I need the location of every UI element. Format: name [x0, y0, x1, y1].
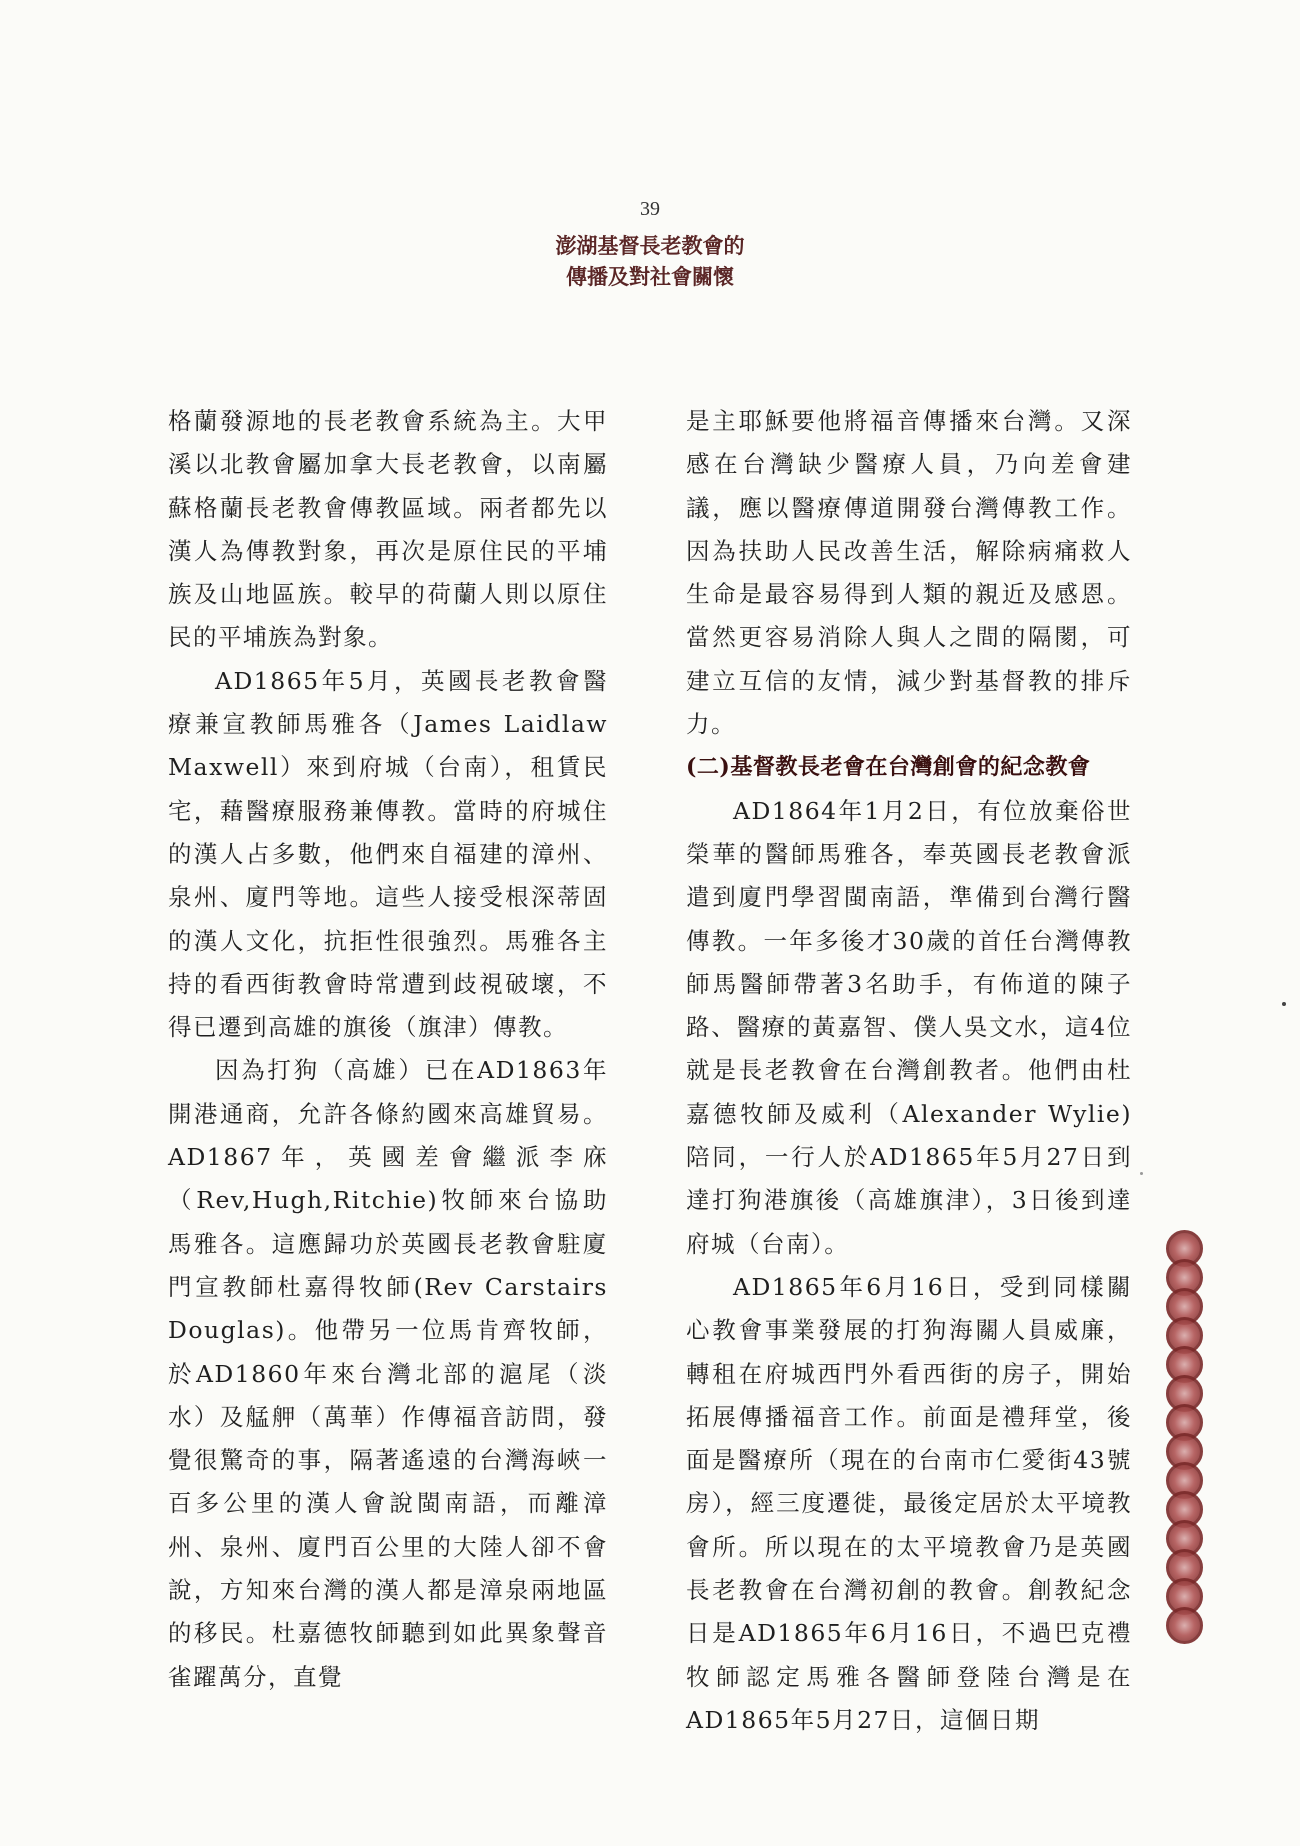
right-paragraph-1: AD1864年1月2日，有位放棄俗世榮華的醫師馬雅各，奉英國長老教會派遣到廈門學習閩南語，準備到台灣行醫傳教。一年多後才30歲的首任台灣傳教師馬醫師帶著3名助手，有佈道的陳子路、醫療的黃嘉智、僕人吳文水，這4位就是長老教會在台灣創教者。他們由杜嘉德牧師及威利（Alexander Wylie)陪同，一行人於AD1865年5月27日到達打狗港旗後（高雄旗津），3日後到達府城（台南）。 — [686, 796, 1132, 1258]
paper-speck — [1282, 1002, 1286, 1006]
book-title-line-1: 澎湖基督長老教會的 — [555, 234, 745, 258]
page-header — [0, 198, 1300, 293]
seal-stamp-icon — [1166, 1607, 1203, 1644]
book-title-line-2: 傳播及對社會關懷 — [566, 265, 734, 289]
left-paragraph-1: 格蘭發源地的長老教會系統為主。大甲溪以北教會屬加拿大長老教會，以南屬蘇格蘭長老教會傳教區域。兩者都先以漢人為傳教對象，再次是原住民的平埔族及山地區族。較早的荷蘭人則以原住民的平埔族為對象。 — [168, 407, 608, 652]
right-paragraph-intro: 是主耶穌要他將福音傳播來台灣。又深感在台灣缺少醫療人員，乃向差會建議，應以醫療傳道開發台灣傳教工作。因為扶助人民改善生活，解除病痛救人生命是最容易得到人類的親近及感恩。當然更容易消除人與人之間的隔閡，可建立互信的友情，減少對基督教的排斥力。 — [686, 407, 1132, 739]
left-paragraph-2: AD1865年5月，英國長老教會醫療兼宣教師馬雅各（James Laidlaw Maxwell）來到府城（台南），租賃民宅，藉醫療服務兼傳教。當時的府城住的漢人占多數，他們來自福建的漳州、泉州、廈門等地。這些人接受根深蒂固的漢人文化，抗拒性很強烈。馬雅各主持的看西街教會時常遭到歧視破壞，不得已遷到高雄的旗後（旗津）傳教。 — [168, 666, 608, 1042]
section-subheading: (二)基督教長老會在台灣創會的紀念教會 — [686, 754, 1091, 781]
page-number: 39 — [640, 198, 660, 220]
right-column — [686, 400, 1132, 1742]
right-paragraph-2: AD1865年6月16日，受到同樣關心教會事業發展的打狗海關人員威廉，轉租在府城西門外看西街的房子，開始拓展傳播福音工作。前面是禮拜堂，後面是醫療所（現在的台南市仁愛街43號房），經三度遷徙，最後定居於太平境教會所。所以現在的太平境教會乃是英國長老教會在台灣初創的教會。創教紀念日是AD1865年6月16日，不過巴克禮牧師認定馬雅各醫師登陸台灣是在AD1865年5月27日，這個日期 — [686, 1272, 1132, 1734]
left-paragraph-3: 因為打狗（高雄）已在AD1863年開港通商，允許各條約國來高雄貿易。AD1867年，英國差會繼派李庥（Rev,Hugh,Ritchie)牧師來台協助馬雅各。這應歸功於英國長老教會駐廈門宣教師杜嘉得牧師(Rev Carstairs Douglas)。他帶另一位馬肯齊牧師，於AD1860年來台灣北部的滬尾（淡水）及艋舺（萬華）作傳福音訪問，發覺很驚奇的事，隔著遙遠的台灣海峽一百多公里的漢人會說閩南語，而離漳州、泉州、廈門百公里的大陸人卻不會說，方知來台灣的漢人都是漳泉兩地區的移民。杜嘉德牧師聽到如此異象聲音雀躍萬分，直覺 — [168, 1056, 608, 1691]
left-column — [168, 400, 608, 1699]
paper-speck — [1140, 1172, 1143, 1175]
seal-stamp-strip — [1164, 1234, 1204, 1640]
book-title — [0, 231, 1300, 293]
